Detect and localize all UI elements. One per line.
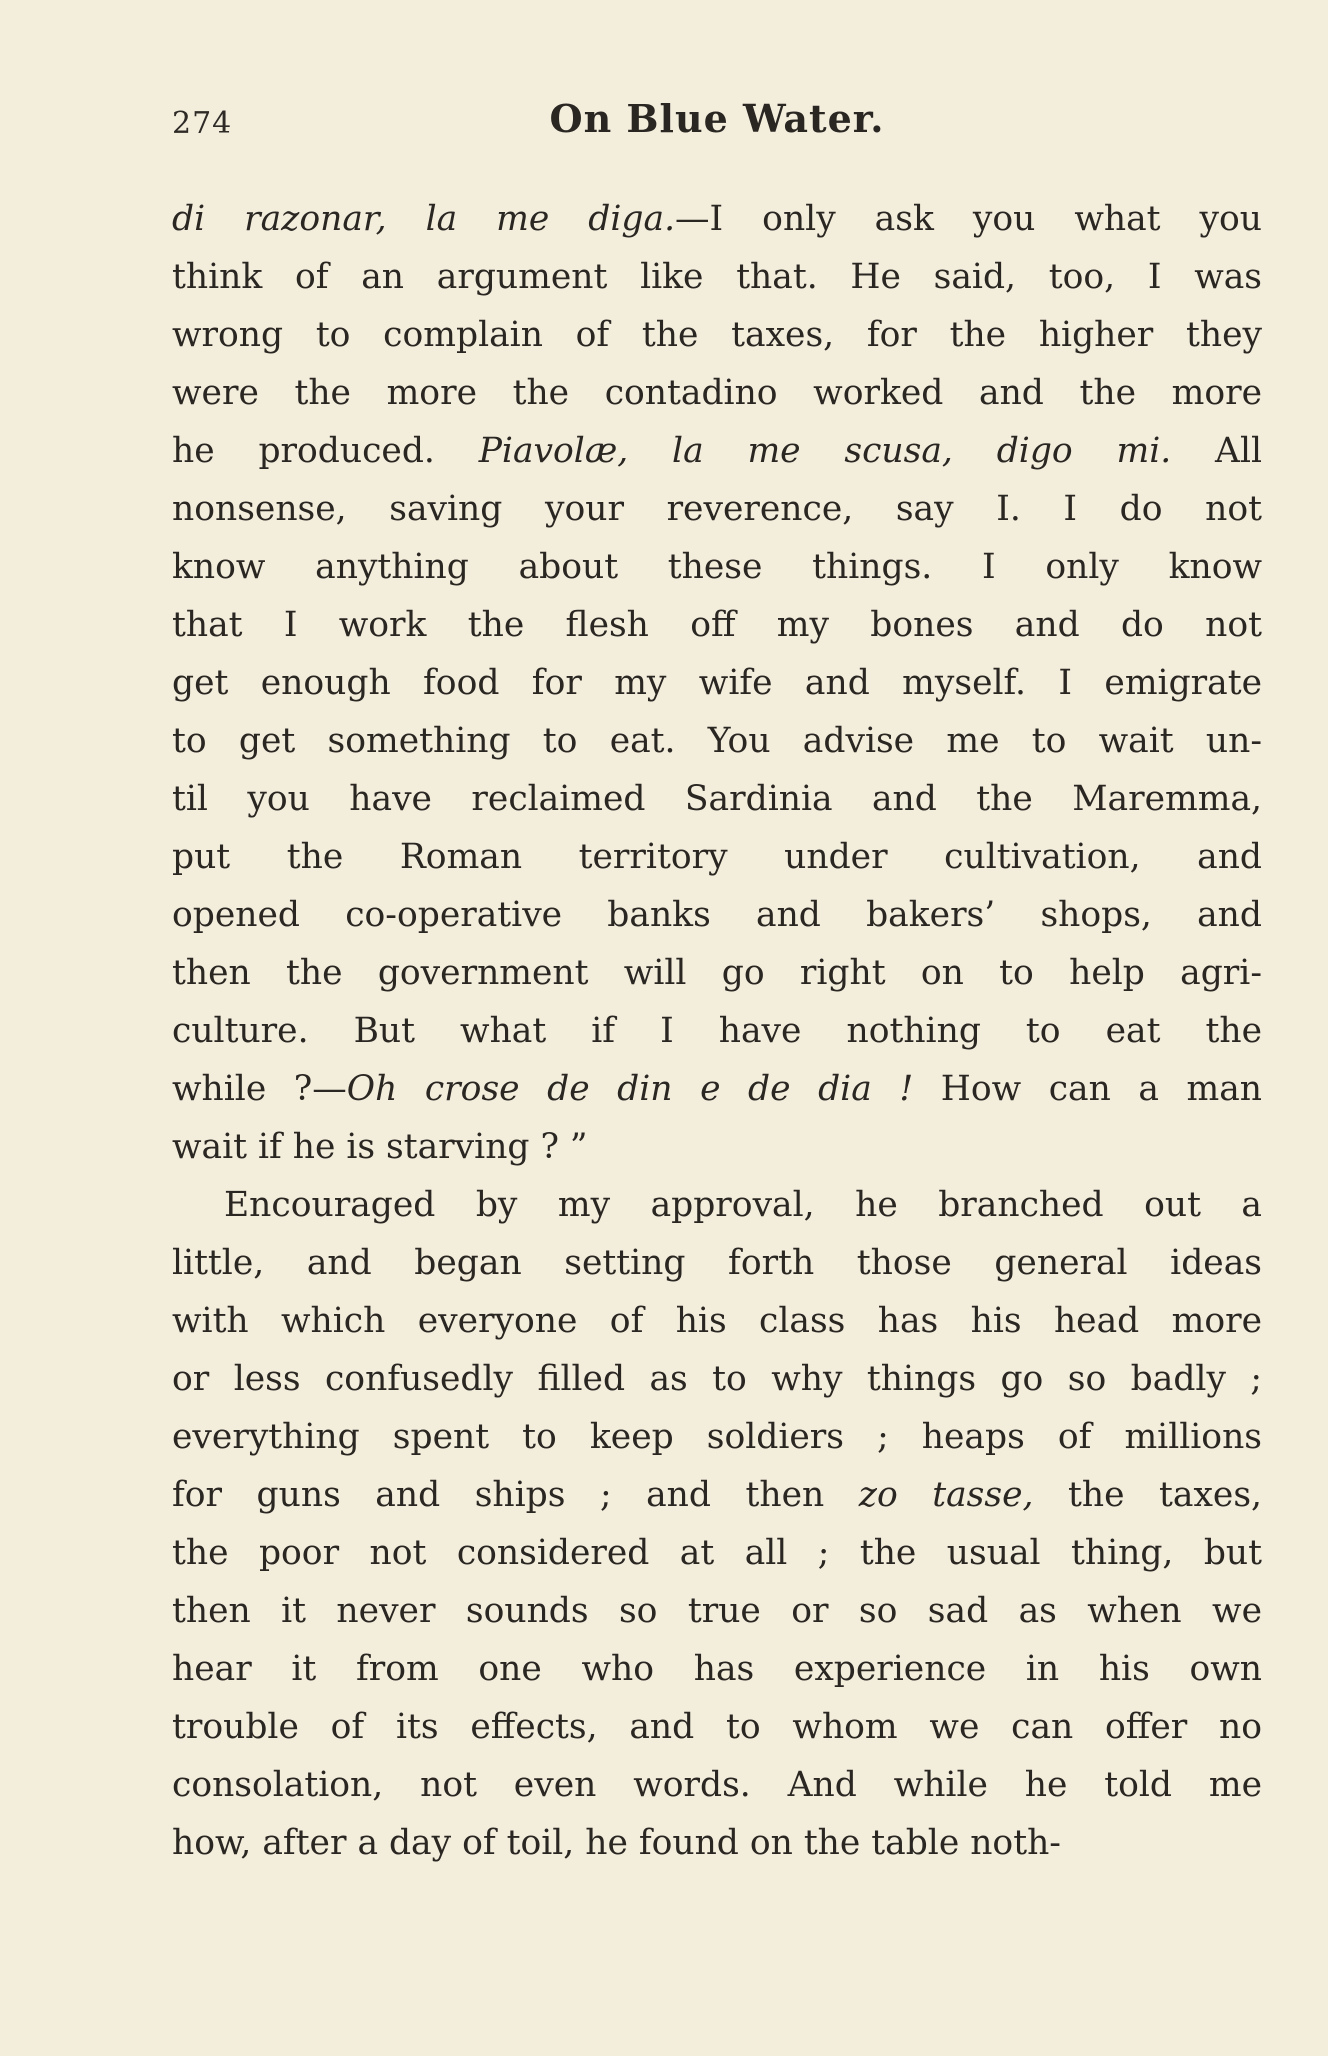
text-line (172, 1640, 1262, 1698)
text-line (172, 1466, 1262, 1524)
text-segment: til you have reclaimed Sardinia and the Maremma, (172, 779, 1262, 819)
running-title: On Blue Water. (549, 96, 885, 141)
text-line (172, 944, 1262, 1002)
text-line (172, 1002, 1262, 1060)
italic-text: zo tasse, (858, 1475, 1034, 1515)
text-segment: then the government will go right on to help agri- (172, 953, 1262, 993)
text-line (172, 1814, 1262, 1872)
text-segment: for guns and ships ; and then (172, 1475, 859, 1515)
text-line (172, 1408, 1262, 1466)
text-segment: were the more the contadino worked and the more (172, 373, 1262, 413)
text-segment: everything spent to keep soldiers ; heaps of millions (172, 1417, 1262, 1457)
body-text (172, 190, 1262, 1872)
text-line (172, 596, 1262, 654)
text-segment: consolation, not even words. And while he told me (172, 1765, 1262, 1805)
text-line (172, 190, 1262, 248)
text-segment: then it never sounds so true or so sad as when we (172, 1591, 1262, 1631)
text-segment: little, and began setting forth those general ideas (172, 1243, 1262, 1283)
text-segment: know anything about these things. I only know (172, 547, 1262, 587)
text-segment: Encouraged by my approval, he branched out a (224, 1185, 1262, 1225)
text-line (172, 1524, 1262, 1582)
text-segment: get enough food for my wife and myself. I emigrate (172, 663, 1262, 703)
text-segment: put the Roman territory under cultivation, and (172, 837, 1262, 877)
text-segment: with which everyone of his class has his head more (172, 1301, 1262, 1341)
text-segment: the taxes, (1033, 1475, 1262, 1515)
text-line (172, 422, 1262, 480)
text-segment: wait if he is starving ? ” (172, 1127, 588, 1167)
paragraph (172, 1176, 1262, 1872)
text-line (172, 1698, 1262, 1756)
text-line (172, 1582, 1262, 1640)
running-head (172, 92, 1262, 152)
text-line (172, 712, 1262, 770)
text-line (172, 1292, 1262, 1350)
text-line (172, 1350, 1262, 1408)
text-segment: How can a man (913, 1069, 1262, 1109)
text-line (172, 1756, 1262, 1814)
text-segment: —I only ask you what you (675, 199, 1262, 239)
text-line (172, 1176, 1262, 1234)
text-line (172, 654, 1262, 712)
paragraph (172, 190, 1262, 1176)
text-line (172, 364, 1262, 422)
text-segment: trouble of its effects, and to whom we can offer no (172, 1707, 1262, 1747)
text-segment: while ?— (172, 1069, 347, 1109)
text-segment: wrong to complain of the taxes, for the higher they (172, 315, 1262, 355)
text-line (172, 306, 1262, 364)
text-line (172, 480, 1262, 538)
text-segment: that I work the flesh off my bones and do not (172, 605, 1262, 645)
text-line (172, 1234, 1262, 1292)
text-line (172, 770, 1262, 828)
italic-text: Oh crose de din e de dia ! (346, 1069, 914, 1109)
text-segment: the poor not considered at all ; the usual thing, but (172, 1533, 1262, 1573)
text-line (172, 248, 1262, 306)
text-segment: or less confusedly filled as to why things go so badly ; (172, 1359, 1262, 1399)
text-segment: nonsense, saving your reverence, say I. I do not (172, 489, 1262, 529)
text-line (172, 828, 1262, 886)
text-segment: opened co-operative banks and bakers’ shops, and (172, 895, 1262, 935)
text-segment: hear it from one who has experience in his own (172, 1649, 1262, 1689)
text-segment: culture. But what if I have nothing to eat the (172, 1011, 1262, 1051)
text-segment: think of an argument like that. He said, too, I was (172, 257, 1262, 297)
text-line (172, 886, 1262, 944)
text-segment: how, after a day of toil, he found on the table noth- (172, 1823, 1061, 1863)
page-number: 274 (172, 106, 233, 141)
italic-text: Piavolæ, la me scusa, digo mi. (478, 431, 1172, 471)
text-line (172, 1060, 1262, 1118)
italic-text: di razonar, la me diga. (172, 199, 676, 239)
text-line (172, 1118, 1262, 1176)
text-line (172, 538, 1262, 596)
text-segment: to get something to eat. You advise me to wait un- (172, 721, 1262, 761)
text-segment: All (1171, 431, 1263, 471)
text-segment: he produced. (172, 431, 479, 471)
